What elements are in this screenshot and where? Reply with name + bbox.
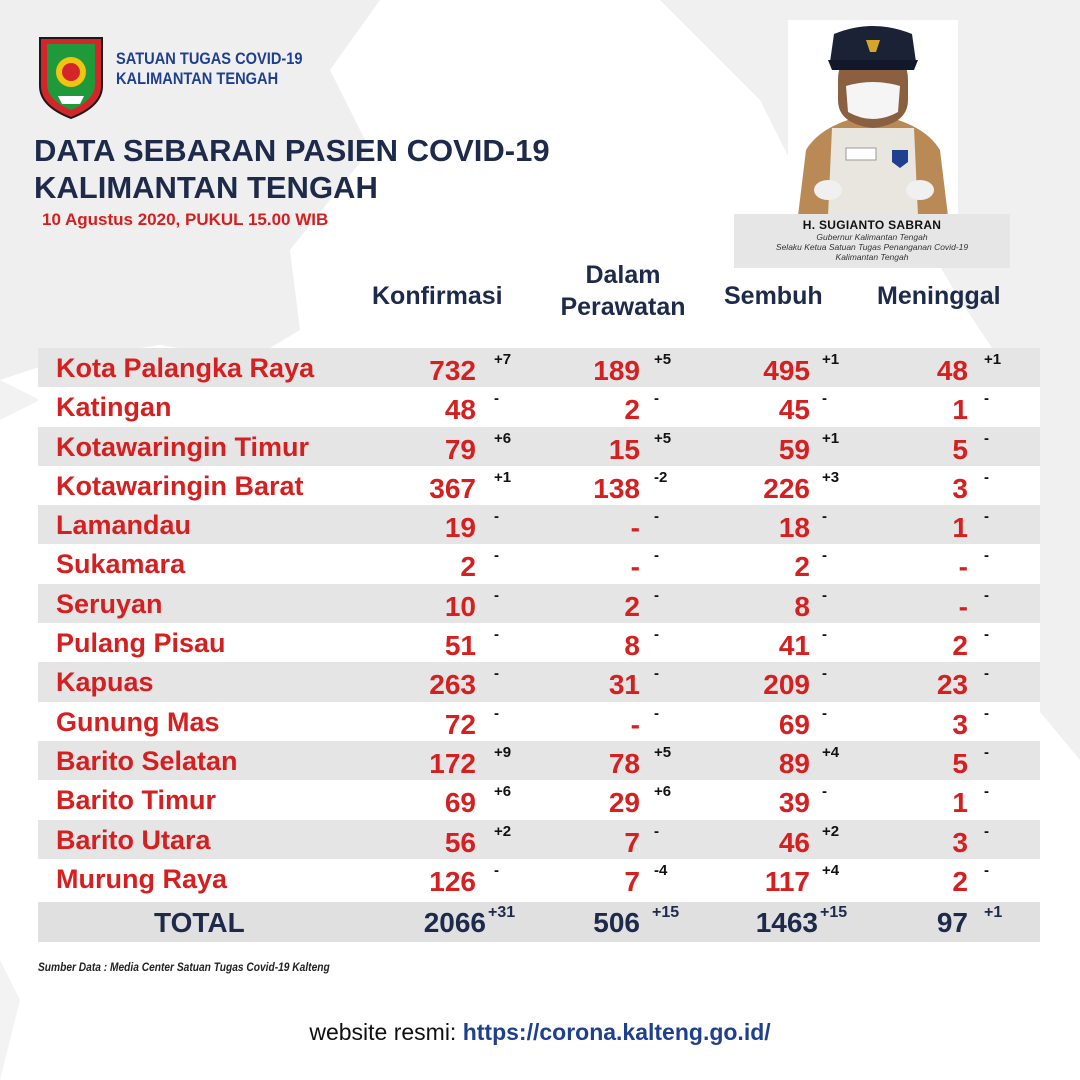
perawatan-delta: +6 bbox=[654, 783, 672, 801]
sembuh-delta: - bbox=[822, 704, 827, 722]
data-table bbox=[38, 348, 1040, 898]
konfirmasi-value: 48 bbox=[444, 394, 476, 426]
footer bbox=[0, 1019, 1080, 1046]
perawatan-delta: - bbox=[654, 586, 659, 604]
konfirmasi-delta: - bbox=[494, 508, 499, 526]
photo-caption bbox=[734, 214, 1010, 268]
meninggal-delta: - bbox=[984, 704, 989, 722]
sembuh-delta: +3 bbox=[822, 468, 840, 486]
region-name: Gunung Mas bbox=[56, 706, 220, 737]
sembuh-delta: - bbox=[822, 547, 827, 565]
meninggal-value: 1 bbox=[952, 512, 968, 544]
title-line2: KALIMANTAN TENGAH bbox=[34, 170, 378, 205]
table-row bbox=[38, 584, 1040, 623]
sembuh-delta: - bbox=[822, 783, 827, 801]
meninggal-value: 3 bbox=[952, 708, 968, 740]
sembuh-value: 495 bbox=[763, 355, 810, 386]
meninggal-delta: - bbox=[984, 547, 989, 565]
table-row bbox=[38, 466, 1040, 505]
column-header-sembuh: Sembuh bbox=[724, 282, 823, 310]
meninggal-value: 2 bbox=[952, 630, 968, 662]
konfirmasi-delta: +7 bbox=[494, 351, 512, 368]
konfirmasi-delta: - bbox=[494, 626, 499, 644]
table-row bbox=[38, 544, 1040, 583]
konfirmasi-delta: - bbox=[494, 586, 499, 604]
meninggal-delta: - bbox=[984, 626, 989, 644]
sembuh-value: 18 bbox=[778, 512, 810, 544]
total-sembuh-delta: +15 bbox=[820, 904, 848, 921]
sembuh-delta: - bbox=[822, 665, 827, 683]
perawatan-value: 2 bbox=[624, 394, 640, 426]
kalteng-emblem-logo bbox=[36, 34, 106, 120]
meninggal-value: - bbox=[958, 590, 968, 622]
konfirmasi-delta: +6 bbox=[494, 429, 512, 447]
sembuh-value: 209 bbox=[763, 669, 810, 701]
meninggal-value: 23 bbox=[936, 669, 968, 701]
meninggal-delta: +1 bbox=[984, 351, 1002, 368]
perawatan-value: 15 bbox=[608, 433, 640, 465]
meninggal-value: 1 bbox=[952, 394, 968, 426]
sembuh-value: 45 bbox=[778, 394, 810, 426]
data-source-note: Sumber Data : Media Center Satuan Tugas Covid-19 Kalteng bbox=[38, 960, 330, 974]
region-name: Murung Raya bbox=[56, 863, 228, 894]
column-header-dalam-perawatan bbox=[547, 259, 699, 323]
table-row bbox=[38, 623, 1040, 662]
caption-line1: Gubernur Kalimantan Tengah bbox=[816, 232, 928, 242]
region-name: Barito Selatan bbox=[56, 745, 238, 776]
region-name: Barito Utara bbox=[56, 824, 211, 855]
sembuh-value: 117 bbox=[764, 865, 810, 897]
meninggal-delta: - bbox=[984, 429, 989, 447]
total-perawatan-delta: +15 bbox=[652, 904, 680, 921]
konfirmasi-delta: - bbox=[494, 861, 499, 879]
column-header-meninggal: Meninggal bbox=[877, 282, 1001, 310]
table-row bbox=[38, 702, 1040, 741]
perawatan-delta: - bbox=[654, 822, 659, 840]
table-row bbox=[38, 741, 1040, 780]
table-row bbox=[38, 387, 1040, 426]
meninggal-value: - bbox=[958, 551, 968, 583]
perawatan-delta: - bbox=[654, 547, 659, 565]
perawatan-value: 29 bbox=[608, 787, 640, 819]
meninggal-value: 1 bbox=[952, 787, 968, 819]
governor-photo bbox=[788, 20, 958, 216]
perawatan-value: 8 bbox=[624, 630, 640, 662]
konfirmasi-value: 10 bbox=[444, 590, 476, 622]
meninggal-value: 2 bbox=[952, 865, 968, 897]
table-row bbox=[38, 780, 1040, 819]
region-name: Pulang Pisau bbox=[56, 628, 226, 659]
perawatan-delta: -4 bbox=[654, 861, 668, 879]
sembuh-value: 41 bbox=[778, 630, 810, 662]
meninggal-delta: - bbox=[984, 822, 989, 840]
konfirmasi-value: 51 bbox=[444, 630, 476, 662]
caption-line2: Selaku Ketua Satuan Tugas Penanganan Covid-19 bbox=[775, 242, 969, 252]
konfirmasi-delta: - bbox=[494, 704, 499, 722]
perawatan-delta: - bbox=[654, 626, 659, 644]
sembuh-delta: +1 bbox=[822, 351, 840, 368]
sembuh-value: 226 bbox=[763, 472, 810, 504]
table-row bbox=[38, 427, 1040, 466]
perawatan-delta: -2 bbox=[654, 468, 668, 486]
website-link[interactable]: https://corona.kalteng.go.id/ bbox=[462, 1019, 771, 1045]
perawatan-delta: - bbox=[654, 704, 659, 722]
total-perawatan: 506 bbox=[593, 907, 640, 938]
sembuh-delta: - bbox=[822, 390, 827, 408]
org-name bbox=[116, 49, 303, 89]
perawatan-value: 31 bbox=[608, 669, 640, 701]
perawatan-value: 138 bbox=[593, 472, 640, 504]
sembuh-value: 59 bbox=[778, 433, 810, 465]
title-line1: DATA SEBARAN PASIEN COVID-19 bbox=[34, 133, 550, 168]
konfirmasi-value: 172 bbox=[429, 747, 476, 779]
konfirmasi-delta: +1 bbox=[494, 468, 512, 486]
perawatan-value: - bbox=[630, 512, 640, 544]
total-konfirmasi: 2066 bbox=[423, 907, 486, 938]
konfirmasi-value: 19 bbox=[444, 512, 476, 544]
region-name: Kotawaringin Barat bbox=[56, 470, 304, 501]
meninggal-value: 48 bbox=[936, 355, 968, 386]
region-name: Kotawaringin Timur bbox=[56, 431, 310, 462]
table-row bbox=[38, 348, 1040, 387]
column-header-perawatan-line2: Perawatan bbox=[560, 293, 686, 321]
konfirmasi-value: 56 bbox=[444, 826, 476, 858]
perawatan-value: - bbox=[630, 708, 640, 740]
sembuh-delta: +4 bbox=[822, 861, 840, 879]
table-row bbox=[38, 505, 1040, 544]
perawatan-value: 7 bbox=[624, 826, 640, 858]
meninggal-delta: - bbox=[984, 783, 989, 801]
perawatan-value: 78 bbox=[608, 747, 640, 779]
perawatan-delta: - bbox=[654, 508, 659, 526]
meninggal-value: 5 bbox=[952, 433, 968, 465]
org-name-line2: KALIMANTAN TENGAH bbox=[116, 69, 279, 88]
perawatan-delta: +5 bbox=[654, 429, 672, 447]
column-header-perawatan-line1: Dalam bbox=[585, 261, 661, 289]
meninggal-value: 5 bbox=[952, 747, 968, 779]
perawatan-value: 7 bbox=[624, 865, 640, 897]
konfirmasi-value: 732 bbox=[429, 355, 476, 386]
konfirmasi-value: 79 bbox=[444, 433, 476, 465]
report-date: 10 Agustus 2020, PUKUL 15.00 WIB bbox=[42, 210, 329, 229]
konfirmasi-value: 72 bbox=[444, 708, 476, 740]
meninggal-delta: - bbox=[984, 468, 989, 486]
meninggal-delta: - bbox=[984, 390, 989, 408]
konfirmasi-value: 2 bbox=[460, 551, 476, 583]
region-name: Katingan bbox=[56, 392, 172, 423]
konfirmasi-delta: +6 bbox=[494, 783, 512, 801]
perawatan-delta: +5 bbox=[654, 743, 672, 761]
meninggal-delta: - bbox=[984, 665, 989, 683]
sembuh-delta: +1 bbox=[822, 429, 840, 447]
perawatan-delta: +5 bbox=[654, 351, 672, 368]
konfirmasi-delta: +2 bbox=[494, 822, 512, 840]
konfirmasi-value: 69 bbox=[444, 787, 476, 819]
perawatan-value: - bbox=[630, 551, 640, 583]
konfirmasi-delta: - bbox=[494, 390, 499, 408]
table-row bbox=[38, 820, 1040, 859]
caption-line3: Kalimantan Tengah bbox=[835, 252, 909, 262]
table-row bbox=[38, 662, 1040, 701]
region-name: Lamandau bbox=[56, 510, 192, 541]
sembuh-value: 89 bbox=[778, 747, 810, 779]
meninggal-delta: - bbox=[984, 586, 989, 604]
total-sembuh: 1463 bbox=[755, 907, 818, 938]
konfirmasi-delta: - bbox=[494, 547, 499, 565]
region-name: Barito Timur bbox=[56, 785, 217, 816]
meninggal-value: 3 bbox=[952, 472, 968, 504]
perawatan-value: 2 bbox=[624, 590, 640, 622]
konfirmasi-value: 367 bbox=[429, 472, 476, 504]
footer-label: website resmi: bbox=[309, 1019, 457, 1045]
konfirmasi-delta: +9 bbox=[494, 743, 512, 761]
sembuh-value: 39 bbox=[778, 787, 810, 819]
perawatan-value: 189 bbox=[593, 355, 640, 386]
region-name: Kota Palangka Raya bbox=[56, 353, 315, 383]
perawatan-delta: - bbox=[654, 665, 659, 683]
konfirmasi-delta: - bbox=[494, 665, 499, 683]
meninggal-value: 3 bbox=[952, 826, 968, 858]
konfirmasi-value: 126 bbox=[429, 865, 476, 897]
sembuh-delta: - bbox=[822, 626, 827, 644]
total-meninggal: 97 bbox=[936, 907, 968, 938]
region-name: Kapuas bbox=[56, 667, 154, 698]
sembuh-delta: +2 bbox=[822, 822, 840, 840]
table-row bbox=[38, 859, 1040, 898]
konfirmasi-value: 263 bbox=[429, 669, 476, 701]
sembuh-value: 8 bbox=[794, 590, 810, 622]
total-meninggal-delta: +1 bbox=[984, 904, 1003, 921]
meninggal-delta: - bbox=[984, 861, 989, 879]
sembuh-value: 46 bbox=[778, 826, 810, 858]
meninggal-delta: - bbox=[984, 508, 989, 526]
total-label: TOTAL bbox=[154, 907, 245, 938]
region-name: Sukamara bbox=[56, 549, 186, 580]
region-name: Seruyan bbox=[56, 588, 163, 619]
sembuh-value: 2 bbox=[794, 551, 810, 583]
total-konfirmasi-delta: +31 bbox=[488, 904, 516, 921]
total-row bbox=[38, 902, 1040, 942]
sembuh-delta: - bbox=[822, 508, 827, 526]
caption-name: H. SUGIANTO SABRAN bbox=[802, 218, 942, 232]
meninggal-delta: - bbox=[984, 743, 989, 761]
page-title bbox=[34, 132, 550, 206]
sembuh-delta: - bbox=[822, 586, 827, 604]
org-name-line1: SATUAN TUGAS COVID-19 bbox=[116, 49, 303, 68]
sembuh-value: 69 bbox=[778, 708, 810, 740]
perawatan-delta: - bbox=[654, 390, 659, 408]
sembuh-delta: +4 bbox=[822, 743, 840, 761]
column-header-konfirmasi: Konfirmasi bbox=[372, 282, 503, 310]
